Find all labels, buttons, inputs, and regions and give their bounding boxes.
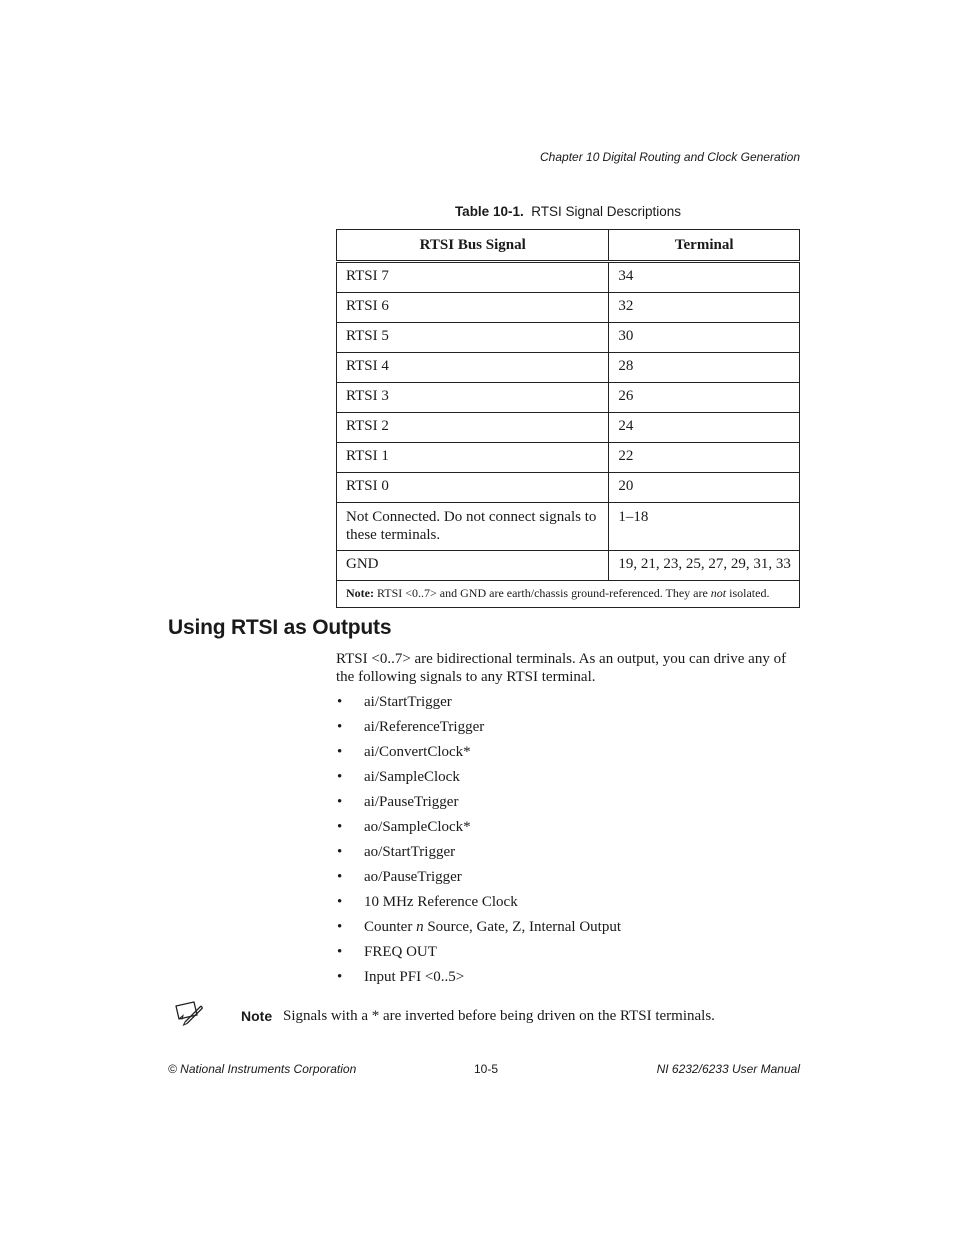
signal-cell: RTSI 3 xyxy=(337,383,609,413)
list-item: • FREQ OUT xyxy=(337,944,437,960)
terminal-cell: 34 xyxy=(609,262,800,293)
signal-cell: Not Connected. Do not connect signals to these terminals. xyxy=(337,503,609,551)
note-pencil-icon xyxy=(174,1000,204,1026)
bullet-dot: • xyxy=(337,794,343,810)
table-note-text-end: isolated. xyxy=(729,586,770,600)
table-note-text: RTSI <0..7> and GND are earth/chassis ground-referenced. They are xyxy=(376,586,708,600)
table-caption xyxy=(336,204,800,219)
signal-cell: RTSI 7 xyxy=(337,262,609,293)
table-row xyxy=(337,413,800,443)
list-item: • ai/ConvertClock* xyxy=(337,744,471,760)
table-row xyxy=(337,443,800,473)
table-row xyxy=(337,262,800,293)
terminal-cell: 26 xyxy=(609,383,800,413)
bullet-dot: • xyxy=(337,819,343,835)
bullet-dot: • xyxy=(337,944,343,960)
bullet-dot: • xyxy=(337,894,343,910)
list-item-counter: • Counter n Source, Gate, Z, Internal Output xyxy=(337,919,622,935)
signal-cell: RTSI 2 xyxy=(337,413,609,443)
table-row xyxy=(337,473,800,503)
bullet-dot: • xyxy=(337,919,343,935)
signal-cell: GND xyxy=(337,551,609,581)
table-number: Table 10-1. xyxy=(454,204,524,219)
table-header-row xyxy=(337,230,800,262)
terminal-cell: 20 xyxy=(609,473,800,503)
table-row xyxy=(337,293,800,323)
signal-cell: RTSI 0 xyxy=(337,473,609,503)
terminal-cell: 22 xyxy=(609,443,800,473)
section-heading: Using RTSI as Outputs xyxy=(168,616,392,639)
bullet-dot: • xyxy=(337,769,343,785)
table-row xyxy=(337,383,800,413)
output-signal-list xyxy=(336,693,621,993)
footer-manual-title: NI 6232/6233 User Manual xyxy=(656,1062,800,1076)
list-item: • ai/SampleClock xyxy=(337,769,460,785)
list-item: • ao/SampleClock* xyxy=(337,819,471,835)
terminal-cell: 24 xyxy=(609,413,800,443)
column-header-signal: RTSI Bus Signal xyxy=(337,230,609,262)
signal-cell: RTSI 1 xyxy=(337,443,609,473)
bullet-dot: • xyxy=(337,744,343,760)
list-item: • Input PFI <0..5> xyxy=(337,969,465,985)
signal-cell: RTSI 5 xyxy=(337,323,609,353)
chapter-label: Chapter 10 xyxy=(540,150,600,164)
list-item: • ai/PauseTrigger xyxy=(337,794,459,810)
page-number: 10-5 xyxy=(474,1062,499,1076)
table-row xyxy=(337,503,800,551)
list-item: • ai/ReferenceTrigger xyxy=(337,719,485,735)
table-row xyxy=(337,353,800,383)
signal-cell: RTSI 6 xyxy=(337,293,609,323)
table-note-emphasis: not xyxy=(710,586,727,600)
terminal-cell: 28 xyxy=(609,353,800,383)
bullet-dot: • xyxy=(337,969,343,985)
page-footer xyxy=(168,1062,800,1078)
footer-copyright: © National Instruments Corporation xyxy=(168,1062,357,1076)
table-row xyxy=(337,551,800,581)
bullet-dot: • xyxy=(337,844,343,860)
terminal-cell: 19, 21, 23, 25, 27, 29, 31, 33 xyxy=(609,551,800,581)
note-label: Note xyxy=(241,1008,273,1024)
terminal-cell: 30 xyxy=(609,323,800,353)
table-note-row xyxy=(337,581,800,608)
column-header-terminal: Terminal xyxy=(609,230,800,262)
bullet-dot: • xyxy=(337,694,343,710)
bullet-dot: • xyxy=(337,719,343,735)
list-item: • 10 MHz Reference Clock xyxy=(337,894,518,910)
list-item: • ao/PauseTrigger xyxy=(337,869,462,885)
terminal-cell: 1–18 xyxy=(609,503,800,551)
table-row xyxy=(337,323,800,353)
intro-paragraph: RTSI <0..7> are bidirectional terminals. As an output, you can drive any of the following signals to any RTSI terminal. xyxy=(336,651,787,685)
table-note xyxy=(337,581,800,608)
chapter-title: Digital Routing and Clock Generation xyxy=(602,150,800,164)
signal-cell: RTSI 4 xyxy=(337,353,609,383)
rtsi-signal-table xyxy=(336,229,800,608)
terminal-cell: 32 xyxy=(609,293,800,323)
list-item: • ao/StartTrigger xyxy=(337,844,456,860)
table-title: RTSI Signal Descriptions xyxy=(531,204,682,219)
table-note-label: Note: xyxy=(346,586,374,600)
bullet-dot: • xyxy=(337,869,343,885)
note-text: Signals with a * are inverted before being driven on the RTSI terminals. xyxy=(283,1008,715,1024)
list-item: • ai/StartTrigger xyxy=(337,694,452,710)
